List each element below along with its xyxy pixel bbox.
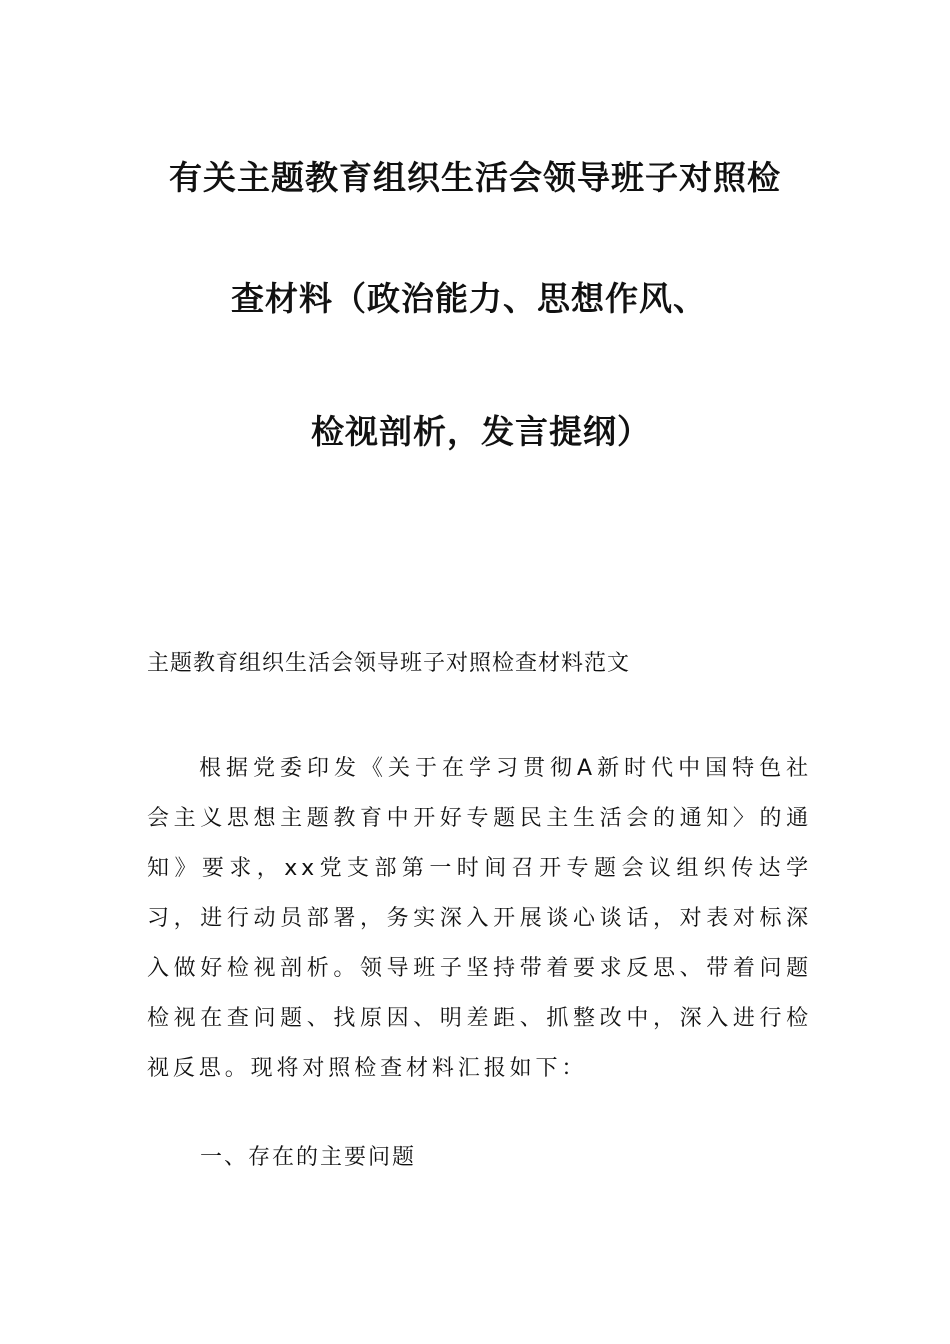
body-paragraph: 根据党委印发《关于在学习贯彻A新时代中国特色社会主义思想主题教育中开好专题民主生活会的通知〉的通知》要求，xx党支部第一时间召开专题会议组织传达学习，进行动员部署，务实深入开展谈心谈话，对表对标深入做好检视剖析。领导班子坚持带着要求反思、带着问题检视在查问题、找原因、明差距、抓整改中，深入进行检视反思。现将对照检查材料汇报如下： bbox=[147, 756, 812, 1081]
section-heading: 一、存在的主要问题 bbox=[200, 1145, 417, 1170]
document-title-line-2: 查材料（政治能力、思想作风、 bbox=[231, 279, 707, 318]
document-title-line-3: 检视剖析，发言提纲） bbox=[311, 412, 651, 451]
document-title-line-1: 有关主题教育组织生活会领导班子对照检 bbox=[169, 158, 781, 197]
document-subtitle: 主题教育组织生活会领导班子对照检查材料范文 bbox=[147, 651, 631, 676]
